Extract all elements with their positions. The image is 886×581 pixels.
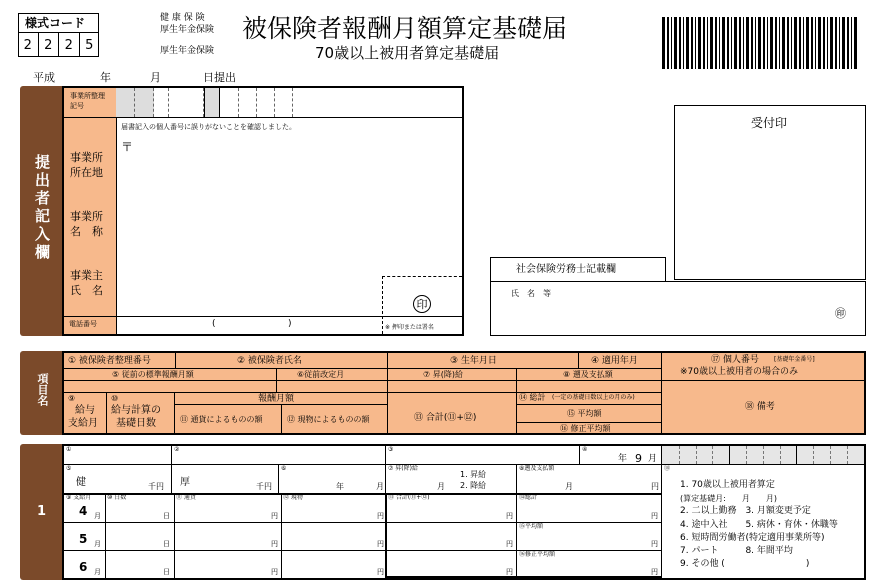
barcode-bar: [746, 17, 749, 69]
barcode-bar: [703, 17, 705, 69]
barcode-bar: [739, 17, 741, 69]
box-divider: [796, 446, 797, 464]
barcode-bar: [662, 17, 665, 69]
col9-label: 給与: [75, 405, 95, 416]
header-divider: [516, 404, 661, 405]
col-personal-number: ⑰ 個人番号: [711, 355, 759, 365]
applicable-year-unit: 年: [618, 454, 628, 464]
header-divider: [106, 392, 107, 433]
month-value: 6: [79, 560, 88, 574]
entry-divider: [281, 493, 282, 578]
col16-label: ⑯ 修正平均額: [560, 424, 611, 433]
yen-unit: 円: [377, 568, 384, 576]
box-divider: [238, 88, 239, 117]
barcode-bar: [722, 17, 725, 69]
barcode-bar: [775, 17, 777, 69]
box-divider: [763, 446, 764, 464]
insured-number-input[interactable]: [64, 446, 171, 464]
box-divider: [154, 88, 168, 117]
yen-unit: 円: [377, 540, 384, 548]
mark-6: ⑥: [281, 465, 287, 472]
barcode-bar: [719, 17, 720, 69]
mark-1: ①: [66, 446, 72, 453]
remarks-option[interactable]: 9. その他 ( ): [680, 559, 810, 570]
barcode-bar: [827, 17, 828, 69]
header-divider: [276, 368, 277, 392]
box-divider: [830, 446, 831, 464]
barcode-bar: [811, 17, 813, 69]
col-prev-standard: ⑤ 従前の標準報酬月額: [112, 370, 194, 379]
barcode-bar: [803, 17, 804, 69]
header-divider: [174, 392, 175, 433]
mark-18: ⑱: [664, 465, 671, 472]
mark-13: ⑬ 合計(⑪+⑫): [388, 494, 430, 501]
yen-unit: 円: [271, 540, 278, 548]
remarks-list: [680, 479, 838, 571]
barcode-bar: [842, 17, 845, 69]
insurance-type-health: 健 康 保 険: [160, 13, 205, 23]
applicable-month-value: 9: [635, 452, 642, 465]
barcode-bar: [710, 17, 713, 69]
raise-month-unit: 月: [437, 482, 445, 491]
form-title: 被保険者報酬月額算定基礎届: [242, 14, 568, 43]
box-divider: [679, 446, 680, 464]
pension-label: 厚: [180, 477, 190, 488]
barcode-bar: [743, 17, 744, 69]
entry-divider: [105, 493, 106, 578]
col10-label: 給与計算の: [111, 405, 161, 416]
yen-unit: 円: [271, 512, 278, 520]
month-unit: 月: [94, 512, 101, 520]
mark-10: ⑩ 日数: [107, 494, 127, 501]
items-side-label: 項目名: [36, 373, 49, 406]
insurance-type-pension: 厚生年金保険: [160, 25, 215, 35]
phone-paren-open: (: [212, 319, 216, 329]
barcode-bar: [707, 17, 708, 69]
header-divider: [661, 380, 864, 381]
barcode-bar: [847, 17, 849, 69]
remarks-option[interactable]: 4. 途中入社 5. 病休・育休・休職等: [680, 519, 838, 530]
barcode-bar: [686, 17, 689, 69]
applicable-month-unit: 月: [648, 454, 658, 464]
form-subtitle: 70歳以上被用者算定基礎届: [315, 44, 500, 62]
yen-unit: 円: [506, 568, 513, 576]
col9-label-2: 支給月: [68, 418, 98, 429]
remarks-option[interactable]: (算定基礎月: 月 月): [680, 494, 777, 504]
day-label: 日提出: [203, 71, 236, 84]
col-prev-revision: ⑥従前改定月: [297, 370, 345, 379]
barcode-bar: [835, 17, 837, 69]
entry-row-number-cell: [20, 444, 62, 580]
entry-divider: [662, 464, 864, 465]
box-divider: [746, 446, 747, 464]
items-side-label-cell: [20, 351, 62, 435]
barcode-bar: [799, 17, 801, 69]
box-divider: [847, 446, 848, 464]
entry-row-number: 1: [37, 504, 47, 519]
entry-divider: [174, 493, 175, 578]
barcode-bar: [751, 17, 753, 69]
reception-stamp-box[interactable]: [674, 105, 866, 280]
mark-12: ⑫ 現物: [283, 494, 303, 501]
box-divider: [292, 88, 293, 117]
form-code-digit: 2: [59, 33, 80, 57]
header-divider: [175, 353, 176, 368]
postal-mark: 〒: [121, 140, 134, 154]
seal-mark: 印: [413, 295, 431, 313]
raise-option[interactable]: 1. 昇給: [460, 470, 487, 479]
form-code-digit: 2: [18, 33, 39, 57]
barcode-bar: [679, 17, 681, 69]
col11-label: ⑪ 通貨によるものの額: [180, 415, 263, 424]
barcode-bar: [691, 17, 693, 69]
form-code-label-cell: [18, 13, 99, 33]
remarks-option[interactable]: 2. 二以上勤務 3. 月額変更予定: [680, 506, 811, 517]
barcode-bar: [767, 17, 768, 69]
month-value: 4: [79, 504, 88, 518]
month-label: 月: [150, 71, 161, 84]
box-divider: [134, 88, 135, 117]
yen-unit: 円: [506, 512, 513, 520]
totals-frame: [385, 493, 661, 578]
header-divider: [516, 422, 661, 423]
phone-label: 電話番号: [69, 320, 97, 328]
retro-yen-unit: 円: [651, 482, 659, 491]
entry-divider: [579, 446, 580, 464]
pension-unit: 千円: [256, 482, 272, 491]
col-retro-payment: ⑧ 遡及支払額: [563, 370, 613, 379]
barcode-bar: [734, 17, 737, 69]
retro-payment-input[interactable]: [517, 465, 661, 493]
mark-4: ④: [582, 446, 588, 453]
header-divider: [64, 392, 661, 393]
health-label: 健: [76, 477, 86, 488]
barcode-bar: [698, 17, 701, 69]
col-basic-pension-number: [基礎年金番号]: [774, 356, 815, 363]
remarks-option[interactable]: 7. パート 8. 年間平均: [680, 546, 793, 557]
day-unit: 日: [163, 540, 170, 548]
confirm-text: 届書記入の個人番号に誤りがないことを確認しました。: [121, 123, 296, 131]
barcode-bar: [815, 17, 816, 69]
office-name-label: 事業所名 称: [70, 210, 103, 238]
birth-date-input[interactable]: [386, 446, 579, 464]
col14-label: ⑭ 総計: [519, 393, 546, 402]
barcode-bar: [787, 17, 789, 69]
seal-note: ※ 押印または署名: [385, 324, 434, 331]
barcode-bar: [839, 17, 840, 69]
header-divider: [516, 368, 517, 433]
reception-label: 受付印: [751, 116, 788, 130]
form-code-label: 様式コード: [25, 16, 86, 30]
col-raise: ⑦ 昇(降)給: [423, 370, 463, 379]
box-divider: [780, 446, 781, 464]
box-divider: [729, 446, 730, 464]
box-divider: [256, 88, 257, 117]
submitter-side-label: 提出者記入欄: [33, 154, 51, 262]
barcode-bar: [731, 17, 732, 69]
yen-unit: 円: [651, 568, 658, 576]
col10-mark: ⑩: [111, 394, 119, 403]
day-unit: 日: [163, 512, 170, 520]
office-code-box[interactable]: [168, 88, 204, 117]
barcode-bar: [758, 17, 761, 69]
box-divider: [712, 446, 713, 464]
mark-16: ⑯修正平均額: [519, 551, 556, 558]
barcode-bar: [715, 17, 717, 69]
barcode-bar: [830, 17, 833, 69]
yen-unit: 円: [377, 512, 384, 520]
office-code-box[interactable]: [116, 88, 154, 117]
prev-revision-input[interactable]: [279, 465, 385, 493]
barcode-bar: [727, 17, 729, 69]
office-code-label: 事業所整理記号: [70, 92, 105, 110]
month-value: 5: [79, 532, 88, 546]
remarks-option[interactable]: 6. 短時間労働者(特定適用事業所等): [680, 532, 825, 543]
barcode-bar: [794, 17, 797, 69]
barcode-bar: [770, 17, 773, 69]
col-insured-name: ② 被保険者氏名: [237, 356, 302, 366]
consultant-title: 社会保険労務士記載欄: [516, 264, 616, 275]
mark-2: ②: [174, 446, 180, 453]
year-label: 年: [100, 71, 111, 84]
office-code-field[interactable]: [116, 88, 306, 117]
box-divider: [274, 88, 275, 117]
month-unit: 月: [94, 568, 101, 576]
barcode-bar: [667, 17, 669, 69]
col9-mark: ⑨: [68, 394, 76, 403]
col-personal-number-note: ※70歳以上被用者の場合のみ: [680, 367, 798, 377]
header-divider: [64, 368, 661, 369]
barcode-bar: [695, 17, 696, 69]
col-applicable-month: ④ 適用年月: [591, 356, 638, 366]
mark-9: ⑨ 支給月: [66, 494, 92, 501]
barcode-bar: [683, 17, 684, 69]
col15-label: ⑮ 平均額: [567, 409, 602, 418]
revision-month-unit: 月: [376, 482, 384, 491]
insured-name-input[interactable]: [172, 446, 385, 464]
header-divider: [281, 404, 282, 433]
health-standard-input[interactable]: [64, 465, 171, 493]
header-divider: [64, 380, 661, 381]
mark-8: ⑧遡及支払額: [519, 465, 555, 472]
mark-5: ⑤: [66, 465, 72, 472]
owner-name-label: 事業主氏 名: [70, 269, 103, 297]
insurance-type-pension-2: 厚生年金保険: [160, 46, 215, 56]
consultant-title-cell: [490, 257, 666, 282]
mark-3: ③: [388, 446, 394, 453]
form-code-digit: 2: [39, 33, 60, 57]
box-divider: [696, 446, 697, 464]
barcode-bar: [782, 17, 785, 69]
barcode-bar: [791, 17, 792, 69]
mark-7: ⑦ 昇(降)給: [388, 465, 418, 472]
col18-label: ⑱ 備考: [745, 402, 775, 412]
pension-standard-input[interactable]: [172, 465, 278, 493]
consultant-box[interactable]: [490, 281, 866, 336]
remarks-option[interactable]: 1. 70歳以上被用者算定: [680, 480, 775, 490]
barcode-bar: [755, 17, 756, 69]
yen-unit: 円: [506, 540, 513, 548]
col12-label: ⑫ 現物によるものの額: [287, 415, 370, 424]
mark-11: ⑪ 通貨: [176, 494, 196, 501]
col14-note: (一定の基礎日数以上の月のみ): [552, 394, 635, 401]
consultant-seal-mark: ㊞: [835, 307, 846, 320]
barcode-bar: [671, 17, 672, 69]
entry-divider: [661, 446, 662, 578]
barcode-bar: [806, 17, 809, 69]
barcode-bar: [779, 17, 780, 69]
barcode-bar: [851, 17, 852, 69]
yen-unit: 円: [651, 540, 658, 548]
mark-14: ⑭総計: [519, 494, 538, 501]
header-divider: [661, 353, 662, 433]
barcode-bar: [854, 17, 857, 69]
header-divider: [387, 353, 388, 368]
lower-option[interactable]: 2. 降給: [460, 481, 487, 490]
office-code-label-cell: [64, 89, 116, 116]
barcode-bar: [763, 17, 765, 69]
office-code-box[interactable]: [204, 88, 220, 117]
col-insured-number: ① 被保険者整理番号: [68, 356, 151, 366]
col13-label: ⑬ 合計(⑪+⑫): [414, 413, 477, 423]
submitter-side-label-cell: [20, 86, 62, 336]
col-birth-date: ③ 生年月日: [450, 356, 497, 366]
office-code-box[interactable]: [220, 88, 306, 117]
header-divider: [387, 368, 388, 433]
consultant-name-label: 氏 名 等: [511, 289, 551, 298]
form-code-digits: [18, 33, 99, 57]
form-code-digit: 5: [85, 38, 94, 53]
retro-month-unit: 月: [565, 482, 573, 491]
header-divider: [578, 353, 579, 368]
phone-paren-close: ): [288, 319, 292, 329]
day-unit: 日: [163, 568, 170, 576]
address-label: 事業所所在地: [70, 151, 103, 179]
health-unit: 千円: [148, 482, 164, 491]
box-divider: [813, 446, 814, 464]
month-unit: 月: [94, 540, 101, 548]
revision-year-unit: 年: [336, 482, 344, 491]
mark-15: ⑮平均額: [519, 523, 544, 530]
yen-unit: 円: [651, 512, 658, 520]
barcode-bar: [674, 17, 677, 69]
barcode-bar: [823, 17, 825, 69]
era-label: 平成: [33, 71, 55, 84]
col10-label-2: 基礎日数: [116, 418, 156, 429]
remuneration-label: 報酬月額: [258, 394, 295, 404]
personal-number-input[interactable]: [662, 446, 864, 464]
barcode-bar: [818, 17, 821, 69]
yen-unit: 円: [271, 568, 278, 576]
